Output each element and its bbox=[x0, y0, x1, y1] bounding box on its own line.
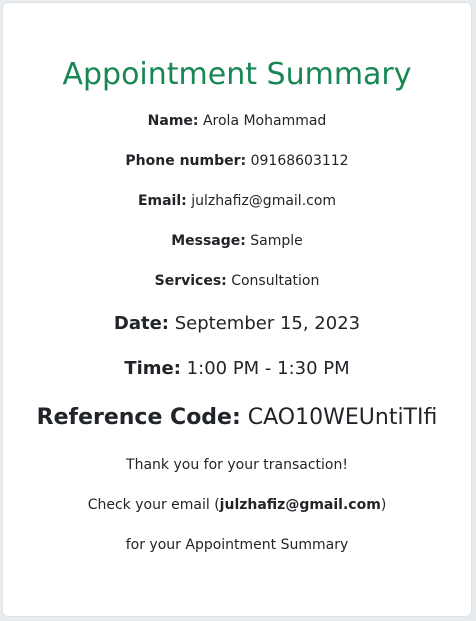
time-label: Time: bbox=[124, 358, 181, 379]
check-email-prefix: Check your email ( bbox=[87, 497, 220, 513]
phone-row bbox=[3, 151, 471, 171]
message-label: Message: bbox=[171, 233, 246, 249]
email-value: julzhafiz@gmail.com bbox=[191, 193, 337, 209]
time-row bbox=[3, 356, 471, 382]
message-row bbox=[3, 231, 471, 251]
summary-note-text: for your Appointment Summary bbox=[125, 537, 349, 553]
reference-row bbox=[3, 403, 471, 433]
appointment-summary-card bbox=[2, 2, 472, 617]
phone-label: Phone number: bbox=[125, 153, 247, 169]
thank-you-text: Thank you for your transaction! bbox=[126, 457, 348, 473]
time-value: 1:00 PM - 1:30 PM bbox=[186, 358, 350, 379]
date-row bbox=[3, 311, 471, 337]
email-row bbox=[3, 191, 471, 211]
reference-label: Reference Code: bbox=[36, 405, 241, 430]
name-label: Name: bbox=[147, 113, 199, 129]
date-label: Date: bbox=[113, 313, 169, 334]
check-email-suffix: ) bbox=[380, 497, 387, 513]
reference-value: CAO10WEUntiTIfi bbox=[247, 405, 438, 430]
check-email-row bbox=[3, 495, 471, 515]
name-value: Arola Mohammad bbox=[202, 113, 327, 129]
check-email-address: julzhafiz@gmail.com bbox=[219, 497, 381, 513]
email-label: Email: bbox=[137, 193, 187, 209]
services-row bbox=[3, 271, 471, 291]
name-row bbox=[3, 111, 471, 131]
services-label: Services: bbox=[154, 273, 227, 289]
message-value: Sample bbox=[250, 233, 303, 249]
page-title: Appointment Summary bbox=[62, 57, 412, 92]
phone-value: 09168603112 bbox=[250, 153, 349, 169]
services-value: Consultation bbox=[231, 273, 320, 289]
date-value: September 15, 2023 bbox=[174, 313, 361, 334]
